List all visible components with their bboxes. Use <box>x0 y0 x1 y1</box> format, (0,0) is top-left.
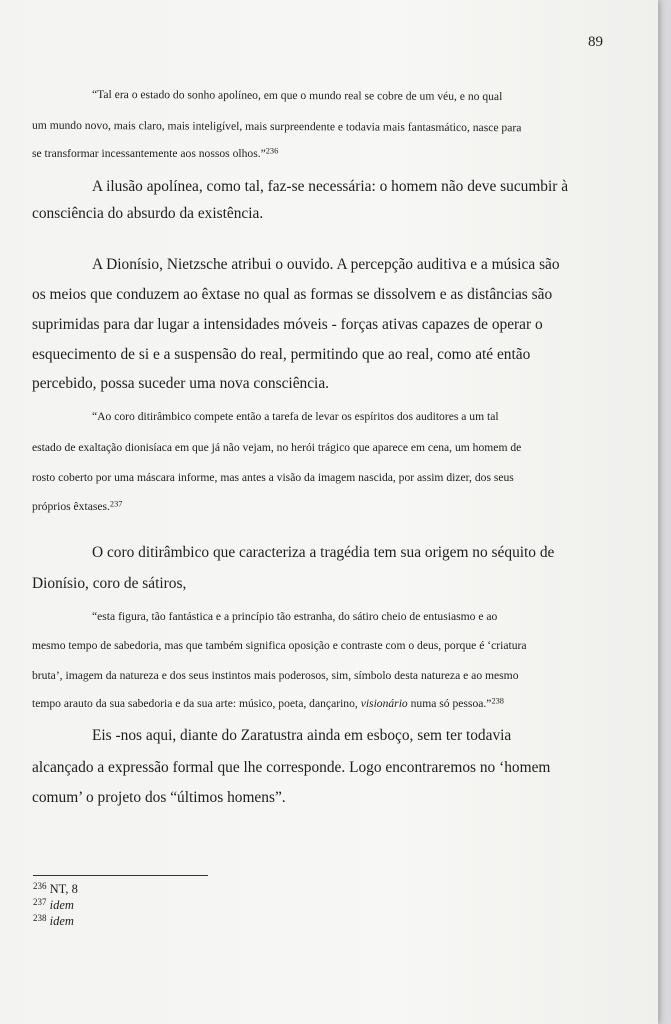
quote-line: próprios êxtases.$^{237}$ <box>32 499 123 513</box>
footnote: $^{237}$ idem <box>33 896 74 912</box>
footnote-ref: 238 <box>491 696 504 706</box>
body-line: percebido, possa suceder uma nova consciência. <box>32 375 330 392</box>
body-line: esquecimento de si e a suspensão do real, permitindo que ao real, como até então <box>32 346 531 363</box>
quote-line: rosto coberto por uma máscara informe, mas antes a visão da imagem nascida, por assim dizer, dos seus <box>32 471 514 484</box>
quote-line: estado de exaltação dionisíaca em que já não vejam, no herói trágico que aparece em cena, um homem de <box>32 441 522 454</box>
quote-line: “Tal era o estado do sonho apolíneo, em que o mundo real se cobre de um véu, e no qual <box>91 87 503 104</box>
body-line: suprimidas para dar lugar a intensidades móveis - forças ativas capazes de operar o <box>32 316 543 333</box>
body-line: O coro ditirâmbico que caracteriza a tragédia tem sua origem no séquito de <box>92 544 555 561</box>
footnote-divider <box>33 875 208 876</box>
quote-line: “esta figura, tão fantástica e a princípio tão estranha, do sátiro cheio de entusiasmo e ao <box>92 610 498 623</box>
footnote: $^{236}$ NT, 8 <box>33 880 78 896</box>
quote-line: “Ao coro ditirâmbico compete então a tarefa de levar os espíritos dos auditores a um tal <box>92 410 499 423</box>
body-line: os meios que conduzem ao êxtase no qual as formas se dissolvem e as distâncias são <box>32 286 553 303</box>
quote-line: um mundo novo, mais claro, mais inteligível, mais surpreendente e todavia mais fantasmático, nasce para <box>31 118 522 135</box>
body-line: A Dionísio, Nietzsche atribui o ouvido. A percepção auditiva e a música são <box>92 256 560 273</box>
quote-line: mesmo tempo de sabedoria, mas que também significa oposição e contraste com o deus, porque é ‘criatura <box>32 639 527 652</box>
footnote: $^{238}$ idem <box>33 912 74 928</box>
page-number: 89 <box>588 34 603 50</box>
footnote-ref: 236 <box>265 146 279 156</box>
body-line: Eis -nos aqui, diante do Zaratustra ainda em esboço, sem ter todavia <box>92 727 512 744</box>
quote-line: bruta’, imagem da natureza e dos seus instintos mais poderosos, sim, símbolo desta natureza e ao mesmo <box>32 669 519 682</box>
quote-line: tempo arauto da sua sabedoria e da sua arte: músico, poeta, dançarino, visionário numa só pessoa.”$^{238}$ <box>32 696 504 710</box>
body-line: A ilusão apolínea, como tal, faz-se necessária: o homem não deve sucumbir à <box>92 178 569 195</box>
footnote-ref: 237 <box>109 499 123 509</box>
body-line: Dionísio, coro de sátiros, <box>32 575 187 592</box>
body-line: consciência do absurdo da existência. <box>32 205 264 222</box>
quote-line: se transformar incessantemente aos nossos olhos.”$^{236}$ <box>32 146 279 160</box>
body-line: comum’ o projeto dos “últimos homens”. <box>32 789 286 806</box>
body-line: alcançado a expressão formal que lhe corresponde. Logo encontraremos no ‘homem <box>32 759 551 776</box>
